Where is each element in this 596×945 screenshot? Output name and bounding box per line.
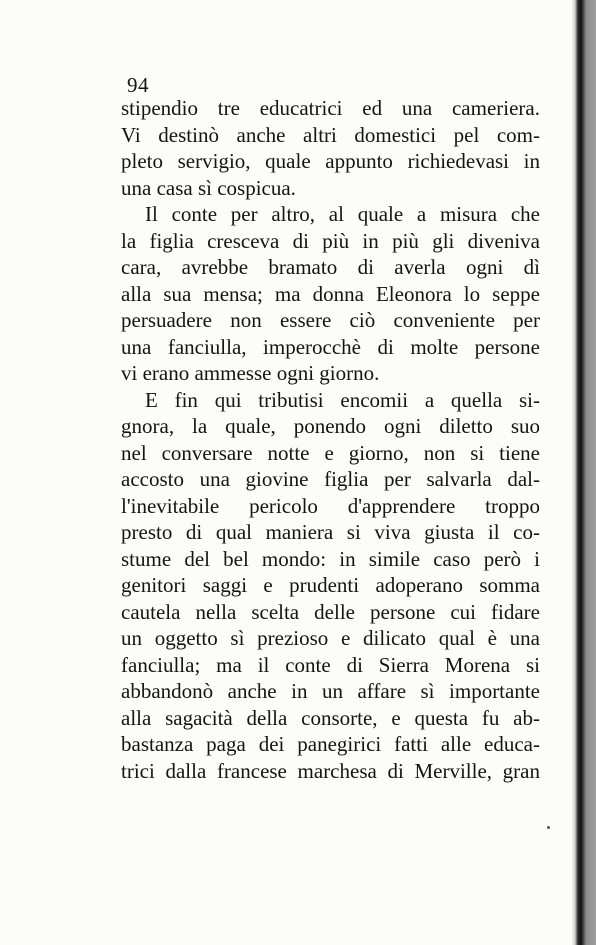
text-line: una fanciulla, imperocchè di molte persone <box>121 334 540 359</box>
text-line: cautela nella scelta delle persone cui fidare <box>121 599 540 624</box>
text-line: fanciulla; ma il conte di Sierra Morena si <box>121 652 540 677</box>
text-line: presto di qual maniera si viva giusta il co- <box>121 520 540 544</box>
paragraph <box>121 201 540 387</box>
text-line: Il conte per altro, al quale a misura che <box>145 202 540 226</box>
ink-speck <box>547 826 550 829</box>
text-line: alla sua mensa; ma donna Eleonora lo seppe <box>121 281 540 306</box>
text-line: trici dalla francese marchesa di Merville, gran <box>121 758 540 783</box>
text-line: la figlia cresceva di più in più gli diveniva <box>121 228 540 253</box>
text-line: E fin qui tributisi encomii a quella si- <box>145 387 540 412</box>
text-line: persuadere non essere ciò conveniente per <box>121 308 540 332</box>
text-line: accosto una giovine figlia per salvarla dal- <box>121 467 540 491</box>
text-line: Vi destinò anche altri domestici pel com- <box>121 122 540 147</box>
paragraph <box>121 95 540 201</box>
page-edge-shadow <box>572 0 596 945</box>
text-line: vi erano ammesse ogni giorno. <box>121 361 380 385</box>
paragraph <box>121 387 540 785</box>
text-line: genitori saggi e prudenti adoperano somma <box>121 573 540 597</box>
text-line: l'inevitabile pericolo d'apprendere troppo <box>121 493 540 518</box>
body-text <box>121 95 540 784</box>
text-line: un oggetto sì prezioso e dilicato qual è una <box>121 626 540 650</box>
text-line: abbandonò anche in un affare sì importante <box>121 679 540 703</box>
text-line: bastanza paga dei panegirici fatti alle educa- <box>121 732 540 756</box>
text-line: gnora, la quale, ponendo ogni diletto suo <box>121 414 540 438</box>
text-line: nel conversare notte e giorno, non si tiene <box>121 440 540 465</box>
text-line: alla sagacità della consorte, e questa fu ab- <box>121 705 540 730</box>
text-line: pleto servigio, quale appunto richiedevasi in <box>121 149 540 173</box>
text-line: una casa sì cospicua. <box>121 175 296 200</box>
page-number: 94 <box>127 73 149 97</box>
text-line: stume del bel mondo: in simile caso però i <box>121 546 540 571</box>
text-line: cara, avrebbe bramato di averla ogni dì <box>121 255 540 279</box>
text-line: stipendio tre educatrici ed una cameriera. <box>121 96 540 120</box>
